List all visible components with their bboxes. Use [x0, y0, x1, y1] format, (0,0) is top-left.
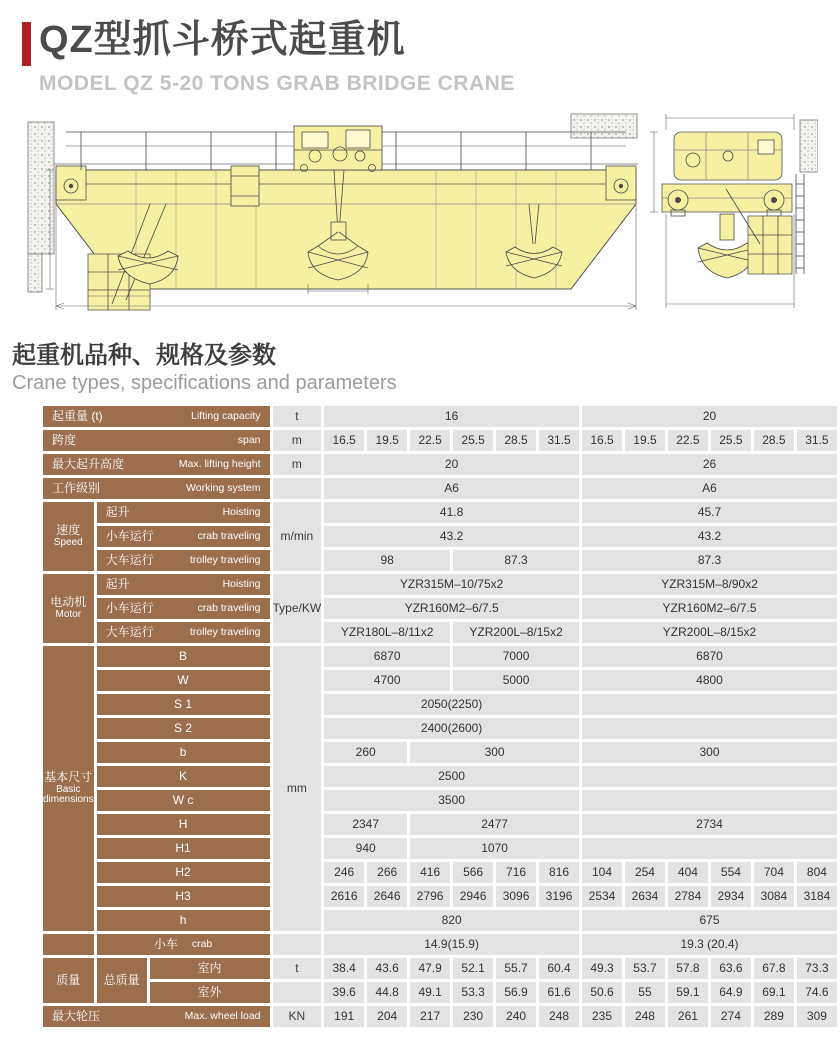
row-span-data-6: 28.5 — [496, 430, 536, 451]
row-speed-hoisting-data-3: 41.8 — [324, 502, 579, 523]
row-dim-H-data-2: 2477 — [410, 814, 579, 835]
row-dim-H2-data-2: 266 — [367, 862, 407, 883]
row-mass-outdoor-data-3: 44.8 — [367, 982, 407, 1003]
row-max-wheel-load-data-13: 309 — [797, 1006, 837, 1027]
row-dim-H2-data-3: 416 — [410, 862, 450, 883]
row-dim-H2-data-5: 716 — [496, 862, 536, 883]
row-dim-W-label-0: W — [97, 670, 270, 691]
row-max-wheel-load-data-8: 235 — [582, 1006, 622, 1027]
row-dim-H3-data-2: 2646 — [367, 886, 407, 907]
row-motor-hoisting-unit-2: Type/KW — [273, 574, 322, 643]
row-max-wheel-load-unit-1: KN — [273, 1006, 322, 1027]
row-mass-indoor-data-5: 43.6 — [367, 958, 407, 979]
row-dim-H2-data-7: 104 — [582, 862, 622, 883]
section-title: 起重机品种、规格及参数 — [12, 342, 276, 369]
row-dim-W-data-2: 5000 — [453, 670, 579, 691]
row-dim-H3 — [43, 886, 837, 907]
row-max-wheel-load-data-5: 230 — [453, 1006, 493, 1027]
row-max-wheel-load-data-9: 248 — [625, 1006, 665, 1027]
row-span-data-12: 28.5 — [754, 430, 794, 451]
row-lifting-capacity — [43, 406, 837, 427]
section-heading — [12, 335, 840, 395]
row-mass-outdoor — [43, 982, 837, 1003]
row-dim-S2 — [43, 718, 837, 739]
row-max-wheel-load-data-11: 274 — [711, 1006, 751, 1027]
row-max-lifting-height-unit-1: m — [273, 454, 322, 475]
row-mass-indoor-data-9: 60.4 — [539, 958, 579, 979]
row-dim-H3-data-6: 3196 — [539, 886, 579, 907]
row-mass-outdoor-data-12: 69.1 — [754, 982, 794, 1003]
row-dim-S1-data-1: 2050(2250) — [324, 694, 579, 715]
row-dim-h-label-0: h — [97, 910, 270, 931]
row-max-lifting-height — [43, 454, 837, 475]
row-dim-H3-label-0: H3 — [97, 886, 270, 907]
row-dim-H3-data-9: 2784 — [668, 886, 708, 907]
row-dim-B-group-0: 基本尺寸 Basic dimensions — [43, 646, 94, 931]
row-dim-Wc-data-1: 3500 — [324, 790, 579, 811]
row-dim-S1-label-0: S 1 — [97, 694, 270, 715]
row-motor-hoisting — [43, 574, 837, 595]
row-max-wheel-load-label-0: 最大轮压 Max. wheel load — [43, 1006, 270, 1027]
row-dim-B-unit-2: mm — [273, 646, 322, 931]
row-speed-hoisting-label-1: 起升 Hoisting — [97, 502, 270, 523]
row-crab-unit-2 — [273, 934, 322, 955]
crane-drawing-svg — [26, 104, 818, 322]
row-dim-b-data-2: 300 — [410, 742, 579, 763]
row-max-wheel-load-data-2: 191 — [324, 1006, 364, 1027]
crane-technical-drawing — [26, 104, 840, 327]
row-dim-h-data-1: 820 — [324, 910, 579, 931]
row-speed-trolley — [43, 550, 837, 571]
row-dim-H1 — [43, 838, 837, 859]
end-view — [650, 114, 804, 308]
row-speed-hoisting — [43, 502, 837, 523]
row-mass-outdoor-data-4: 49.1 — [410, 982, 450, 1003]
row-dim-H1-data-3 — [582, 838, 837, 859]
row-span-data-3: 19.5 — [367, 430, 407, 451]
row-motor-crab — [43, 598, 837, 619]
row-dim-H2-data-9: 404 — [668, 862, 708, 883]
row-crab-label-1: 小车 crab — [97, 934, 270, 955]
row-dim-Wc-label-0: W c — [97, 790, 270, 811]
row-dim-H3-data-11: 3084 — [754, 886, 794, 907]
row-dim-S2-data-1: 2400(2600) — [324, 718, 579, 739]
row-dim-H3-data-7: 2534 — [582, 886, 622, 907]
row-working-system-label-0: 工作级别 Working system — [43, 478, 270, 499]
row-max-wheel-load-data-3: 204 — [367, 1006, 407, 1027]
row-speed-trolley-label-0: 大车运行 trolley traveling — [97, 550, 270, 571]
row-span-unit-1: m — [273, 430, 322, 451]
row-dim-H-label-0: H — [97, 814, 270, 835]
row-working-system — [43, 478, 837, 499]
title-accent-bar — [22, 22, 31, 66]
row-max-wheel-load-data-4: 217 — [410, 1006, 450, 1027]
row-mass-indoor-data-6: 47.9 — [410, 958, 450, 979]
row-motor-crab-data-2: YZR160M2–6/7.5 — [582, 598, 837, 619]
row-speed-trolley-data-3: 87.3 — [582, 550, 837, 571]
row-motor-hoisting-data-4: YZR315M–8/90x2 — [582, 574, 837, 595]
row-dim-W-data-1: 4700 — [324, 670, 450, 691]
row-dim-K — [43, 766, 837, 787]
row-max-wheel-load-data-10: 261 — [668, 1006, 708, 1027]
section-subtitle: Crane types, specifications and parameters — [12, 372, 397, 394]
row-motor-trolley-data-1: YZR180L–8/11x2 — [324, 622, 450, 643]
row-span-data-13: 31.5 — [797, 430, 837, 451]
page-subtitle: MODEL QZ 5-20 TONS GRAB BRIDGE CRANE — [39, 72, 515, 95]
row-span-data-10: 22.5 — [668, 430, 708, 451]
row-dim-H2-data-12: 804 — [797, 862, 837, 883]
row-dim-H3-data-1: 2616 — [324, 886, 364, 907]
row-motor-hoisting-label-1: 起升 Hoisting — [97, 574, 270, 595]
row-dim-H3-data-4: 2946 — [453, 886, 493, 907]
row-span-data-7: 31.5 — [539, 430, 579, 451]
row-max-wheel-load — [43, 1006, 837, 1027]
row-mass-indoor-data-4: 38.4 — [324, 958, 364, 979]
row-speed-crab — [43, 526, 837, 547]
row-speed-trolley-data-1: 98 — [324, 550, 450, 571]
row-mass-outdoor-data-11: 64.9 — [711, 982, 751, 1003]
row-mass-outdoor-unit-1 — [273, 982, 322, 1003]
row-mass-indoor-data-13: 63.6 — [711, 958, 751, 979]
row-mass-outdoor-data-10: 59.1 — [668, 982, 708, 1003]
row-motor-trolley-data-3: YZR200L–8/15x2 — [582, 622, 837, 643]
row-dim-B-data-5: 6870 — [582, 646, 837, 667]
row-dim-H1-data-1: 940 — [324, 838, 407, 859]
row-span-data-4: 22.5 — [410, 430, 450, 451]
row-working-system-unit-1 — [273, 478, 322, 499]
row-dim-B-label-1: B — [97, 646, 270, 667]
row-mass-indoor-data-12: 57.8 — [668, 958, 708, 979]
row-speed-hoisting-data-4: 45.7 — [582, 502, 837, 523]
row-mass-indoor-data-10: 49.3 — [582, 958, 622, 979]
row-mass-outdoor-data-8: 50.6 — [582, 982, 622, 1003]
row-max-lifting-height-data-2: 20 — [324, 454, 579, 475]
row-mass-indoor — [43, 958, 837, 979]
row-motor-crab-data-1: YZR160M2–6/7.5 — [324, 598, 579, 619]
row-motor-trolley — [43, 622, 837, 643]
row-dim-H3-data-10: 2934 — [711, 886, 751, 907]
row-speed-hoisting-unit-2: m/min — [273, 502, 322, 571]
row-dim-b — [43, 742, 837, 763]
row-span-data-2: 16.5 — [324, 430, 364, 451]
row-dim-S1 — [43, 694, 837, 715]
row-dim-H2 — [43, 862, 837, 883]
row-lifting-capacity-data-2: 16 — [324, 406, 579, 427]
row-dim-H3-data-3: 2796 — [410, 886, 450, 907]
row-span-data-11: 25.5 — [711, 430, 751, 451]
row-lifting-capacity-unit-1: t — [273, 406, 322, 427]
row-mass-indoor-data-11: 53.7 — [625, 958, 665, 979]
row-speed-crab-data-1: 43.2 — [324, 526, 579, 547]
row-dim-H3-data-12: 3184 — [797, 886, 837, 907]
row-dim-K-data-2 — [582, 766, 837, 787]
row-dim-B-data-4: 7000 — [453, 646, 579, 667]
row-dim-b-data-1: 260 — [324, 742, 407, 763]
spec-table — [40, 403, 840, 1030]
row-mass-indoor-data-15: 73.3 — [797, 958, 837, 979]
row-dim-B-data-3: 6870 — [324, 646, 450, 667]
row-dim-H2-data-6: 816 — [539, 862, 579, 883]
row-dim-H1-label-0: H1 — [97, 838, 270, 859]
row-span-data-9: 19.5 — [625, 430, 665, 451]
row-mass-indoor-group-1: 总质量 — [97, 958, 147, 1003]
row-dim-b-data-3: 300 — [582, 742, 837, 763]
row-dim-H1-data-2: 1070 — [410, 838, 579, 859]
row-working-system-data-3: A6 — [582, 478, 837, 499]
row-dim-H2-label-0: H2 — [97, 862, 270, 883]
row-dim-H3-data-5: 3096 — [496, 886, 536, 907]
right-wall-hatch — [800, 120, 818, 172]
row-mass-outdoor-data-5: 53.3 — [453, 982, 493, 1003]
row-speed-hoisting-group-0: 速度 Speed — [43, 502, 94, 571]
row-mass-outdoor-label-0: 室外 — [150, 982, 270, 1003]
row-crab-data-4: 19.3 (20.4) — [582, 934, 837, 955]
row-mass-outdoor-data-7: 61.6 — [539, 982, 579, 1003]
row-max-wheel-load-data-6: 240 — [496, 1006, 536, 1027]
row-working-system-data-2: A6 — [324, 478, 579, 499]
trolley — [294, 126, 382, 172]
row-mass-indoor-data-8: 55.7 — [496, 958, 536, 979]
row-dim-S1-data-2 — [582, 694, 837, 715]
row-dim-H3-data-8: 2634 — [625, 886, 665, 907]
row-dim-W-data-3: 4800 — [582, 670, 837, 691]
row-lifting-capacity-data-3: 20 — [582, 406, 837, 427]
row-dim-H2-data-4: 566 — [453, 862, 493, 883]
row-mass-indoor-unit-3: t — [273, 958, 322, 979]
row-speed-crab-data-2: 43.2 — [582, 526, 837, 547]
row-dim-Wc-data-2 — [582, 790, 837, 811]
row-dim-W — [43, 670, 837, 691]
row-mass-indoor-group-0: 质量 — [43, 958, 94, 1003]
row-mass-outdoor-data-2: 39.6 — [324, 982, 364, 1003]
ceiling-hatch — [571, 114, 637, 138]
row-span — [43, 430, 837, 451]
row-mass-outdoor-data-13: 74.6 — [797, 982, 837, 1003]
row-crab-group-0 — [43, 934, 94, 955]
row-max-wheel-load-data-7: 248 — [539, 1006, 579, 1027]
row-mass-outdoor-data-6: 56.9 — [496, 982, 536, 1003]
row-max-lifting-height-label-0: 最大起升高度 Max. lifting height — [43, 454, 270, 475]
row-max-lifting-height-data-3: 26 — [582, 454, 837, 475]
row-dim-H2-data-11: 704 — [754, 862, 794, 883]
row-max-wheel-load-data-12: 289 — [754, 1006, 794, 1027]
row-motor-trolley-data-2: YZR200L–8/15x2 — [453, 622, 579, 643]
row-dim-H2-data-10: 554 — [711, 862, 751, 883]
row-crab-data-3: 14.9(15.9) — [324, 934, 579, 955]
row-mass-outdoor-data-9: 55 — [625, 982, 665, 1003]
row-dim-K-data-1: 2500 — [324, 766, 579, 787]
row-dim-h-data-2: 675 — [582, 910, 837, 931]
page-header — [22, 20, 840, 96]
row-dim-S2-label-0: S 2 — [97, 718, 270, 739]
row-motor-hoisting-data-3: YZR315M–10/75x2 — [324, 574, 579, 595]
row-crab — [43, 934, 837, 955]
row-dim-h — [43, 910, 837, 931]
row-span-data-5: 25.5 — [453, 430, 493, 451]
row-mass-indoor-data-7: 52.1 — [453, 958, 493, 979]
row-mass-indoor-label-2: 室内 — [150, 958, 270, 979]
row-dim-H-data-3: 2734 — [582, 814, 837, 835]
spec-table-body — [43, 406, 837, 1027]
row-dim-K-label-0: K — [97, 766, 270, 787]
row-dim-B — [43, 646, 837, 667]
row-dim-H — [43, 814, 837, 835]
row-dim-b-label-0: b — [97, 742, 270, 763]
row-dim-S2-data-2 — [582, 718, 837, 739]
row-dim-H-data-1: 2347 — [324, 814, 407, 835]
row-span-data-8: 16.5 — [582, 430, 622, 451]
row-motor-crab-label-0: 小车运行 crab traveling — [97, 598, 270, 619]
row-motor-hoisting-group-0: 电动机 Motor — [43, 574, 94, 643]
row-dim-H2-data-1: 246 — [324, 862, 364, 883]
row-lifting-capacity-label-0: 起重量 (t) Lifting capacity — [43, 406, 270, 427]
row-dim-Wc — [43, 790, 837, 811]
row-speed-trolley-data-2: 87.3 — [453, 550, 579, 571]
row-mass-indoor-data-14: 67.8 — [754, 958, 794, 979]
row-dim-H2-data-8: 254 — [625, 862, 665, 883]
row-span-label-0: 跨度 span — [43, 430, 270, 451]
row-speed-crab-label-0: 小车运行 crab traveling — [97, 526, 270, 547]
page-title: QZ型抓斗桥式起重机 — [39, 19, 406, 61]
row-motor-trolley-label-0: 大车运行 trolley traveling — [97, 622, 270, 643]
